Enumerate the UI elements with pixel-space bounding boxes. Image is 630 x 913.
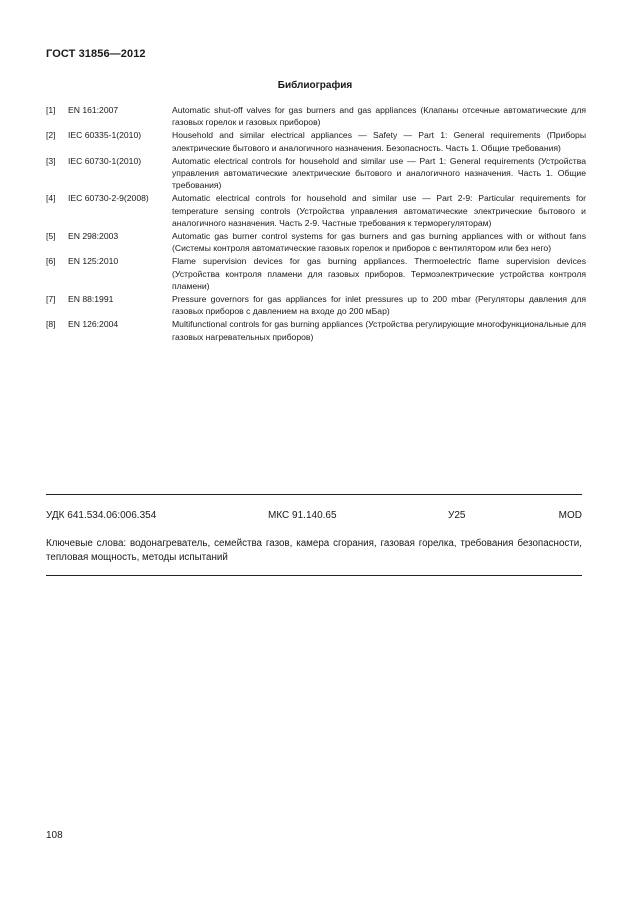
bibliography-entry	[46, 129, 586, 153]
entry-code: IEC 60730-2-9(2008)	[68, 193, 149, 204]
entry-description: Automatic shut-off valves for gas burners and gas appliances (Клапаны отсечные автоматические для газовых горелок и газовых приборов)	[172, 105, 586, 128]
entry-number: [6]	[46, 256, 56, 267]
mod-label: MOD	[558, 510, 582, 521]
bibliography-entry	[46, 104, 586, 128]
entry-description: Automatic gas burner control systems for gas burners and gas burning appliances with or without fans (Системы контроля автоматические газовых горелок и приборов с вентилятором или без него)	[172, 231, 586, 254]
page-number: 108	[46, 830, 63, 841]
entry-description: Automatic electrical controls for household and similar use — Part 1: General requirements (Устройства управления автоматические электрические бытового и аналогичного назначения. Часть 1. Общие требования)	[172, 155, 586, 191]
section-title: Библиография	[277, 80, 353, 91]
entry-number: [2]	[46, 130, 56, 141]
divider-top	[46, 494, 582, 495]
document-header: ГОСТ 31856—2012	[46, 48, 146, 60]
entry-code: EN 125:2010	[68, 256, 119, 267]
entry-code: IEC 60335-1(2010)	[68, 130, 142, 141]
entry-number: [4]	[46, 193, 56, 204]
entry-number: [1]	[46, 105, 56, 115]
entry-description: Household and similar electrical appliances — Safety — Part 1: General requirements (Приборы электрические бытового и аналогичного назначения. Безопасность. Часть 1. Общие требования)	[172, 130, 586, 153]
entry-number: [7]	[46, 294, 56, 305]
divider-bottom	[46, 575, 582, 576]
bibliography-entry	[46, 192, 586, 229]
okp-code: У25	[448, 510, 466, 521]
udk-code: УДК 641.534.06:006.354	[46, 510, 157, 521]
bibliography-entry	[46, 230, 586, 254]
entry-description: Pressure governors for gas appliances for inlet pressures up to 200 mbar (Регуляторы давления для газовых приборов с давлением на входе до 200 мБар)	[172, 294, 586, 317]
entry-code: EN 126:2004	[68, 319, 119, 330]
bibliography-entry	[46, 255, 586, 292]
bibliography-entry	[46, 318, 586, 342]
entry-code: EN 88:1991	[68, 294, 114, 305]
classification-row	[46, 510, 582, 524]
entry-code: EN 161:2007	[68, 105, 119, 115]
entry-number: [8]	[46, 319, 56, 330]
entry-number: [3]	[46, 155, 56, 166]
entry-code: IEC 60730-1(2010)	[68, 155, 142, 166]
entry-number: [5]	[46, 231, 56, 242]
entry-code: EN 298:2003	[68, 231, 119, 242]
entry-description: Automatic electrical controls for household and similar use — Part 2-9: Particular requirements for temperature sensing controls (Устройства управления автоматические электрические бытового и аналогичного назначения. Часть 2-9. Частные требования к терморегуляторам)	[172, 193, 586, 228]
keywords: Ключевые слова: водонагреватель, семейства газов, камера сгорания, газовая горелка, требования безопасности, тепловая мощность, методы испытаний	[46, 538, 582, 563]
entry-description: Multifunctional controls for gas burning appliances (Устройства регулирующие многофункциональные для газовых нагревательных приборов)	[172, 319, 586, 342]
bibliography-entry	[46, 155, 586, 192]
bibliography-list	[46, 104, 586, 344]
mks-code: МКС 91.140.65	[268, 510, 337, 521]
entry-description: Flame supervision devices for gas burning appliances. Thermoelectric flame supervision devices (Устройства контроля пламени для газовых приборов. Термоэлектрические устройства контроля пламени)	[172, 256, 586, 291]
bibliography-entry	[46, 293, 586, 317]
